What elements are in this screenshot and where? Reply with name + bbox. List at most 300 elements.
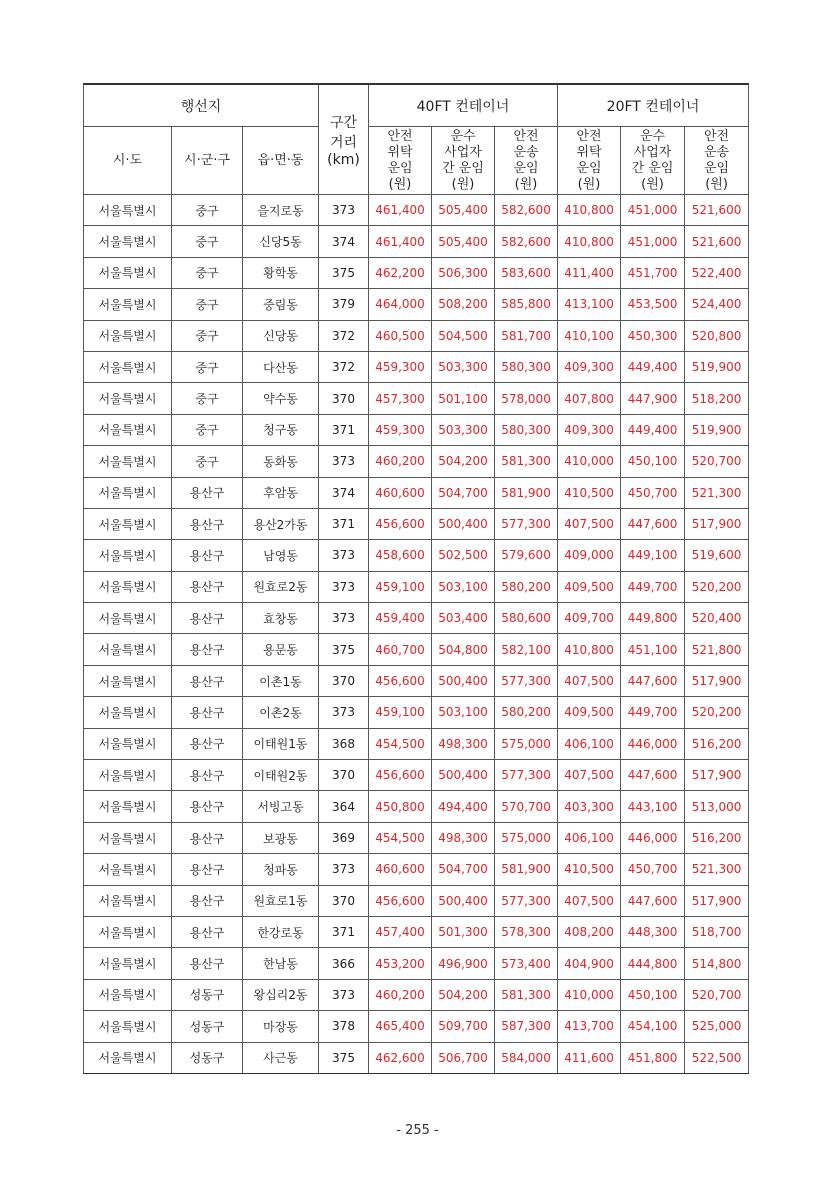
ft40-consign-rate-cell: 457,400 (369, 916, 432, 947)
ft40-carrier-rate-cell: 500,400 (432, 665, 495, 696)
distance-cell: 371 (319, 508, 369, 539)
ft20-transport-rate-cell: 520,400 (685, 603, 749, 634)
sido-cell: 서울특별시 (84, 948, 172, 979)
ft40-carrier-rate-cell: 503,300 (432, 414, 495, 445)
ft40-transport-rate-cell: 580,600 (495, 603, 558, 634)
sido-cell: 서울특별시 (84, 195, 172, 226)
ft40-transport-rate-cell: 577,300 (495, 665, 558, 696)
ft40-transport-rate-cell: 573,400 (495, 948, 558, 979)
sido-cell: 서울특별시 (84, 728, 172, 759)
ft20-carrier-rate-cell: 450,100 (621, 446, 685, 477)
ft40-transport-rate-cell: 585,800 (495, 289, 558, 320)
dong-cell: 중림동 (243, 289, 319, 320)
ft40-carrier-rate-cell: 504,700 (432, 854, 495, 885)
ft20-consign-rate-cell: 413,700 (558, 1011, 621, 1042)
ft40-consign-rate-cell: 456,600 (369, 885, 432, 916)
table-row (84, 603, 749, 634)
sigungu-cell: 중구 (172, 320, 243, 351)
distance-cell: 373 (319, 446, 369, 477)
table-row (84, 351, 749, 382)
ft40-carrier-rate-cell: 504,200 (432, 446, 495, 477)
ft20-consign-rate-cell: 409,700 (558, 603, 621, 634)
ft40-transport-rate-cell: 578,300 (495, 916, 558, 947)
ft40-transport-rate-cell: 580,200 (495, 571, 558, 602)
ft40-carrier-rate-cell: 503,100 (432, 571, 495, 602)
ft20-consign-rate-cell: 410,800 (558, 634, 621, 665)
dong-cell: 원효로1동 (243, 885, 319, 916)
sigungu-cell: 중구 (172, 414, 243, 445)
distance-cell: 375 (319, 257, 369, 288)
ft40-carrier-rate-cell: 503,400 (432, 603, 495, 634)
ft20-transport-rate-cell: 521,300 (685, 854, 749, 885)
table-row (84, 1011, 749, 1042)
ft40-consign-rate-cell: 462,600 (369, 1042, 432, 1073)
ft20-transport-rate-cell: 522,500 (685, 1042, 749, 1073)
ft20-carrier-rate-cell: 447,600 (621, 508, 685, 539)
dong-cell: 이태원2동 (243, 760, 319, 791)
distance-cell: 375 (319, 1042, 369, 1073)
ft20-transport-rate-cell: 519,900 (685, 414, 749, 445)
ft20-transport-rate-cell: 518,200 (685, 383, 749, 414)
ft20-transport-rate-cell: 520,800 (685, 320, 749, 351)
20ft-consign-rate-header: 안전 위탁 운임 (원) (558, 127, 621, 195)
ft40-consign-rate-cell: 460,700 (369, 634, 432, 665)
ft20-carrier-rate-cell: 449,700 (621, 571, 685, 602)
ft40-carrier-rate-cell: 504,800 (432, 634, 495, 665)
ft20-transport-rate-cell: 520,700 (685, 446, 749, 477)
ft20-carrier-rate-cell: 449,800 (621, 603, 685, 634)
dong-cell: 이태원1동 (243, 728, 319, 759)
distance-cell: 374 (319, 477, 369, 508)
dong-cell: 왕십리2동 (243, 979, 319, 1010)
ft40-carrier-rate-cell: 505,400 (432, 195, 495, 226)
ft40-consign-rate-cell: 456,600 (369, 665, 432, 696)
sido-cell: 서울특별시 (84, 226, 172, 257)
ft40-carrier-rate-cell: 494,400 (432, 791, 495, 822)
page-number: - 255 - (396, 1123, 439, 1138)
ft40-carrier-rate-cell: 509,700 (432, 1011, 495, 1042)
sigungu-cell: 용산구 (172, 885, 243, 916)
distance-cell: 374 (319, 226, 369, 257)
table-row (84, 571, 749, 602)
ft20-transport-rate-cell: 516,200 (685, 728, 749, 759)
distance-cell: 373 (319, 571, 369, 602)
sigungu-cell: 성동구 (172, 1042, 243, 1073)
ft20-consign-rate-cell: 404,900 (558, 948, 621, 979)
ft40-consign-rate-cell: 461,400 (369, 195, 432, 226)
table-row (84, 257, 749, 288)
dong-cell: 신당5동 (243, 226, 319, 257)
distance-cell: 372 (319, 320, 369, 351)
dong-cell: 신당동 (243, 320, 319, 351)
ft40-transport-rate-cell: 570,700 (495, 791, 558, 822)
ft20-transport-rate-cell: 520,200 (685, 697, 749, 728)
dong-cell: 청파동 (243, 854, 319, 885)
dong-cell: 사근동 (243, 1042, 319, 1073)
ft20-carrier-rate-cell: 449,700 (621, 697, 685, 728)
ft20-transport-rate-cell: 517,900 (685, 760, 749, 791)
ft40-consign-rate-cell: 459,300 (369, 351, 432, 382)
ft20-transport-rate-cell: 521,600 (685, 226, 749, 257)
sigungu-cell: 용산구 (172, 854, 243, 885)
ft20-transport-rate-cell: 524,400 (685, 289, 749, 320)
distance-cell: 373 (319, 697, 369, 728)
sigungu-cell: 용산구 (172, 603, 243, 634)
ft40-transport-rate-cell: 577,300 (495, 760, 558, 791)
ft40-consign-rate-cell: 460,200 (369, 446, 432, 477)
ft40-carrier-rate-cell: 502,500 (432, 540, 495, 571)
ft40-carrier-rate-cell: 505,400 (432, 226, 495, 257)
sigungu-cell: 용산구 (172, 697, 243, 728)
ft40-consign-rate-cell: 456,600 (369, 508, 432, 539)
table-row (84, 195, 749, 226)
ft20-consign-rate-cell: 410,100 (558, 320, 621, 351)
sido-cell: 서울특별시 (84, 477, 172, 508)
ft20-transport-rate-cell: 518,700 (685, 916, 749, 947)
table-row (84, 226, 749, 257)
ft40-consign-rate-cell: 454,500 (369, 728, 432, 759)
ft40-carrier-rate-cell: 500,400 (432, 760, 495, 791)
sido-cell: 서울특별시 (84, 289, 172, 320)
ft20-consign-rate-cell: 407,500 (558, 508, 621, 539)
ft40-consign-rate-cell: 457,300 (369, 383, 432, 414)
dong-cell: 후암동 (243, 477, 319, 508)
sido-cell: 서울특별시 (84, 854, 172, 885)
ft20-transport-rate-cell: 513,000 (685, 791, 749, 822)
table-row (84, 979, 749, 1010)
sido-cell: 서울특별시 (84, 916, 172, 947)
40ft-carrier-rate-header: 운수 사업자 간 운임 (원) (432, 127, 495, 195)
table-row (84, 414, 749, 445)
ft20-header: 20FT 컨테이너 (558, 84, 749, 127)
table-header (84, 84, 749, 195)
sido-cell: 서울특별시 (84, 885, 172, 916)
ft40-carrier-rate-cell: 500,400 (432, 508, 495, 539)
sido-cell: 서울특별시 (84, 446, 172, 477)
ft20-carrier-rate-cell: 446,000 (621, 728, 685, 759)
distance-cell: 373 (319, 979, 369, 1010)
ft20-consign-rate-cell: 410,800 (558, 195, 621, 226)
sigungu-cell: 용산구 (172, 916, 243, 947)
ft40-consign-rate-cell: 460,600 (369, 854, 432, 885)
sigungu-cell: 용산구 (172, 791, 243, 822)
ft20-consign-rate-cell: 403,300 (558, 791, 621, 822)
sigungu-cell: 중구 (172, 257, 243, 288)
ft20-carrier-rate-cell: 450,700 (621, 477, 685, 508)
distance-cell: 370 (319, 885, 369, 916)
sido-cell: 서울특별시 (84, 257, 172, 288)
ft40-transport-rate-cell: 580,300 (495, 414, 558, 445)
dong-cell: 한강로동 (243, 916, 319, 947)
ft40-consign-rate-cell: 459,400 (369, 603, 432, 634)
distance-cell: 370 (319, 760, 369, 791)
distance-cell: 370 (319, 665, 369, 696)
sigungu-cell: 성동구 (172, 979, 243, 1010)
ft20-transport-rate-cell: 521,600 (685, 195, 749, 226)
ft20-carrier-rate-cell: 448,300 (621, 916, 685, 947)
ft20-transport-rate-cell: 514,800 (685, 948, 749, 979)
20ft-transport-rate-header: 안전 운송 운임 (원) (685, 127, 749, 195)
sido-cell: 서울특별시 (84, 697, 172, 728)
ft20-carrier-rate-cell: 454,100 (621, 1011, 685, 1042)
ft20-carrier-rate-cell: 453,500 (621, 289, 685, 320)
20ft-carrier-rate-header: 운수 사업자 간 운임 (원) (621, 127, 685, 195)
ft20-carrier-rate-cell: 444,800 (621, 948, 685, 979)
distance-cell: 368 (319, 728, 369, 759)
ft40-transport-rate-cell: 583,600 (495, 257, 558, 288)
table-row (84, 289, 749, 320)
ft20-consign-rate-cell: 406,100 (558, 822, 621, 853)
sido-cell: 서울특별시 (84, 665, 172, 696)
sigungu-cell: 성동구 (172, 1011, 243, 1042)
ft20-consign-rate-cell: 413,100 (558, 289, 621, 320)
ft20-carrier-rate-cell: 449,400 (621, 414, 685, 445)
table-row (84, 320, 749, 351)
sido-cell: 서울특별시 (84, 320, 172, 351)
ft40-carrier-rate-cell: 504,700 (432, 477, 495, 508)
distance-cell: 373 (319, 854, 369, 885)
dong-cell: 약수동 (243, 383, 319, 414)
table-row (84, 760, 749, 791)
region-header: 행선지 (84, 84, 319, 127)
ft40-carrier-rate-cell: 498,300 (432, 822, 495, 853)
ft40-transport-rate-cell: 581,900 (495, 477, 558, 508)
sigungu-cell: 중구 (172, 226, 243, 257)
ft40-transport-rate-cell: 577,300 (495, 885, 558, 916)
sido-header: 시·도 (84, 127, 172, 195)
sigungu-cell: 용산구 (172, 665, 243, 696)
ft40-transport-rate-cell: 582,600 (495, 195, 558, 226)
sido-cell: 서울특별시 (84, 760, 172, 791)
ft20-carrier-rate-cell: 451,000 (621, 226, 685, 257)
ft40-transport-rate-cell: 584,000 (495, 1042, 558, 1073)
sido-cell: 서울특별시 (84, 634, 172, 665)
dong-cell: 이촌1동 (243, 665, 319, 696)
sido-cell: 서울특별시 (84, 1042, 172, 1073)
ft40-consign-rate-cell: 456,600 (369, 760, 432, 791)
ft40-consign-rate-cell: 464,000 (369, 289, 432, 320)
distance-cell: 378 (319, 1011, 369, 1042)
ft20-consign-rate-cell: 411,600 (558, 1042, 621, 1073)
ft20-carrier-rate-cell: 447,900 (621, 383, 685, 414)
ft40-transport-rate-cell: 575,000 (495, 728, 558, 759)
ft40-transport-rate-cell: 575,000 (495, 822, 558, 853)
ft20-transport-rate-cell: 522,400 (685, 257, 749, 288)
ft40-transport-rate-cell: 587,300 (495, 1011, 558, 1042)
40ft-consign-rate-header: 안전 위탁 운임 (원) (369, 127, 432, 195)
sigungu-cell: 중구 (172, 383, 243, 414)
ft40-carrier-rate-cell: 503,300 (432, 351, 495, 382)
dong-cell: 다산동 (243, 351, 319, 382)
distance-cell: 369 (319, 822, 369, 853)
ft40-carrier-rate-cell: 496,900 (432, 948, 495, 979)
distance-cell: 371 (319, 414, 369, 445)
distance-cell: 371 (319, 916, 369, 947)
sido-cell: 서울특별시 (84, 508, 172, 539)
ft40-transport-rate-cell: 582,100 (495, 634, 558, 665)
ft40-carrier-rate-cell: 501,100 (432, 383, 495, 414)
sigungu-cell: 용산구 (172, 822, 243, 853)
sido-cell: 서울특별시 (84, 1011, 172, 1042)
table-row (84, 540, 749, 571)
ft40-transport-rate-cell: 581,900 (495, 854, 558, 885)
distance-cell: 379 (319, 289, 369, 320)
table-row (84, 728, 749, 759)
ft40-header: 40FT 컨테이너 (369, 84, 558, 127)
table-row (84, 665, 749, 696)
ft20-transport-rate-cell: 521,800 (685, 634, 749, 665)
ft40-transport-rate-cell: 581,700 (495, 320, 558, 351)
ft40-consign-rate-cell: 454,500 (369, 822, 432, 853)
ft40-consign-rate-cell: 465,400 (369, 1011, 432, 1042)
ft20-carrier-rate-cell: 450,100 (621, 979, 685, 1010)
dong-cell: 원효로2동 (243, 571, 319, 602)
ft40-transport-rate-cell: 581,300 (495, 979, 558, 1010)
ft40-carrier-rate-cell: 503,100 (432, 697, 495, 728)
ft20-consign-rate-cell: 410,000 (558, 446, 621, 477)
ft20-consign-rate-cell: 411,400 (558, 257, 621, 288)
ft40-consign-rate-cell: 460,500 (369, 320, 432, 351)
eupmyeondong-header: 읍·면·동 (243, 127, 319, 195)
ft20-consign-rate-cell: 407,500 (558, 885, 621, 916)
ft20-carrier-rate-cell: 450,300 (621, 320, 685, 351)
ft20-consign-rate-cell: 409,300 (558, 351, 621, 382)
distance-cell: 370 (319, 383, 369, 414)
ft20-transport-rate-cell: 516,200 (685, 822, 749, 853)
sido-cell: 서울특별시 (84, 822, 172, 853)
table-row (84, 822, 749, 853)
ft20-carrier-rate-cell: 447,600 (621, 760, 685, 791)
ft40-consign-rate-cell: 450,800 (369, 791, 432, 822)
ft20-carrier-rate-cell: 451,700 (621, 257, 685, 288)
ft20-transport-rate-cell: 517,900 (685, 665, 749, 696)
sigungu-header: 시·군·구 (172, 127, 243, 195)
dong-cell: 이촌2동 (243, 697, 319, 728)
ft20-carrier-rate-cell: 446,000 (621, 822, 685, 853)
table-row (84, 854, 749, 885)
ft40-consign-rate-cell: 459,100 (369, 571, 432, 602)
sido-cell: 서울특별시 (84, 571, 172, 602)
ft20-transport-rate-cell: 517,900 (685, 508, 749, 539)
ft20-consign-rate-cell: 410,500 (558, 477, 621, 508)
ft40-consign-rate-cell: 460,200 (369, 979, 432, 1010)
ft20-transport-rate-cell: 519,900 (685, 351, 749, 382)
distance-cell: 375 (319, 634, 369, 665)
dong-cell: 용문동 (243, 634, 319, 665)
ft40-transport-rate-cell: 580,200 (495, 697, 558, 728)
ft20-carrier-rate-cell: 451,000 (621, 195, 685, 226)
40ft-transport-rate-header: 안전 운송 운임 (원) (495, 127, 558, 195)
table-row (84, 477, 749, 508)
ft40-carrier-rate-cell: 506,700 (432, 1042, 495, 1073)
sigungu-cell: 중구 (172, 446, 243, 477)
sido-cell: 서울특별시 (84, 603, 172, 634)
table-row (84, 948, 749, 979)
ft40-transport-rate-cell: 578,000 (495, 383, 558, 414)
dong-cell: 청구동 (243, 414, 319, 445)
ft40-consign-rate-cell: 461,400 (369, 226, 432, 257)
ft20-consign-rate-cell: 409,000 (558, 540, 621, 571)
ft40-transport-rate-cell: 579,600 (495, 540, 558, 571)
ft40-transport-rate-cell: 581,300 (495, 446, 558, 477)
ft20-transport-rate-cell: 519,600 (685, 540, 749, 571)
ft20-transport-rate-cell: 525,000 (685, 1011, 749, 1042)
ft20-consign-rate-cell: 410,800 (558, 226, 621, 257)
dong-cell: 한남동 (243, 948, 319, 979)
ft40-transport-rate-cell: 577,300 (495, 508, 558, 539)
table-row (84, 508, 749, 539)
sigungu-cell: 용산구 (172, 760, 243, 791)
table-row (84, 634, 749, 665)
ft40-carrier-rate-cell: 501,300 (432, 916, 495, 947)
table-row (84, 1042, 749, 1073)
distance-cell: 373 (319, 603, 369, 634)
ft20-consign-rate-cell: 410,000 (558, 979, 621, 1010)
distance-cell: 373 (319, 195, 369, 226)
dong-cell: 동화동 (243, 446, 319, 477)
table-row (84, 885, 749, 916)
dong-cell: 보광동 (243, 822, 319, 853)
distance-cell: 366 (319, 948, 369, 979)
table-row (84, 916, 749, 947)
ft20-carrier-rate-cell: 451,800 (621, 1042, 685, 1073)
distance-cell: 372 (319, 351, 369, 382)
sigungu-cell: 용산구 (172, 948, 243, 979)
dong-cell: 남영동 (243, 540, 319, 571)
ft20-carrier-rate-cell: 449,100 (621, 540, 685, 571)
table-row (84, 446, 749, 477)
ft40-consign-rate-cell: 460,600 (369, 477, 432, 508)
sido-cell: 서울특별시 (84, 540, 172, 571)
sigungu-cell: 중구 (172, 195, 243, 226)
sigungu-cell: 용산구 (172, 540, 243, 571)
ft40-carrier-rate-cell: 500,400 (432, 885, 495, 916)
sido-cell: 서울특별시 (84, 791, 172, 822)
ft20-consign-rate-cell: 407,500 (558, 665, 621, 696)
ft40-carrier-rate-cell: 508,200 (432, 289, 495, 320)
ft20-carrier-rate-cell: 447,600 (621, 885, 685, 916)
ft40-consign-rate-cell: 458,600 (369, 540, 432, 571)
dong-cell: 효창동 (243, 603, 319, 634)
table-body (84, 195, 749, 1074)
sigungu-cell: 용산구 (172, 634, 243, 665)
ft40-carrier-rate-cell: 504,200 (432, 979, 495, 1010)
ft20-consign-rate-cell: 408,200 (558, 916, 621, 947)
ft40-consign-rate-cell: 462,200 (369, 257, 432, 288)
ft20-transport-rate-cell: 517,900 (685, 885, 749, 916)
ft20-carrier-rate-cell: 449,400 (621, 351, 685, 382)
ft40-consign-rate-cell: 459,100 (369, 697, 432, 728)
table-row (84, 697, 749, 728)
ft20-carrier-rate-cell: 450,700 (621, 854, 685, 885)
ft20-consign-rate-cell: 406,100 (558, 728, 621, 759)
sigungu-cell: 용산구 (172, 508, 243, 539)
dong-cell: 서빙고동 (243, 791, 319, 822)
dong-cell: 용산2가동 (243, 508, 319, 539)
ft20-carrier-rate-cell: 443,100 (621, 791, 685, 822)
sigungu-cell: 중구 (172, 289, 243, 320)
ft20-consign-rate-cell: 410,500 (558, 854, 621, 885)
table-row (84, 791, 749, 822)
dong-cell: 황학동 (243, 257, 319, 288)
ft20-consign-rate-cell: 407,800 (558, 383, 621, 414)
distance-cell: 373 (319, 540, 369, 571)
ft20-consign-rate-cell: 409,500 (558, 697, 621, 728)
dong-cell: 마장동 (243, 1011, 319, 1042)
sido-cell: 서울특별시 (84, 414, 172, 445)
freight-rate-table (83, 83, 749, 1074)
ft40-transport-rate-cell: 580,300 (495, 351, 558, 382)
